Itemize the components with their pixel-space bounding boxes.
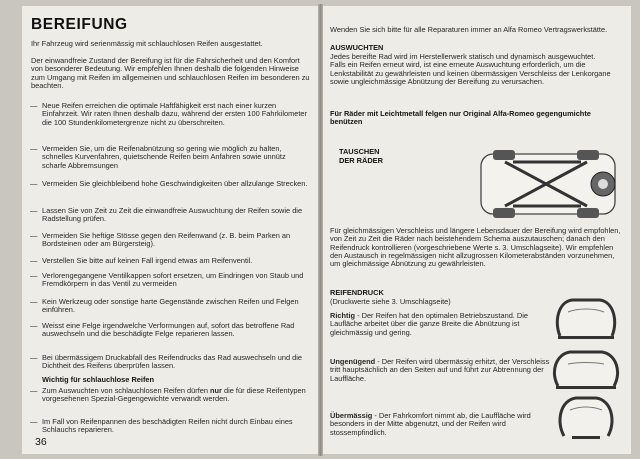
wheel-rotation-diagram (473, 148, 623, 220)
page-number: 36 (35, 436, 47, 448)
wheel-rear-right (577, 208, 599, 218)
right-page (323, 6, 631, 454)
light-metal-note: Für Räder mit Leichtmetall felgen nur Original Alfa-Romeo gegengumichte benützen (330, 109, 591, 127)
intro-paragraph-2: Der einwandfreie Zustand der Bereifung ist für die Fahrsicherheit und den Komfort von besonderer Bedeutung. Wir empfehlen Ihnen deshalb die folgenden Hinweise zum Umgang mit Reifen im allgemeinen und schlauchlosen Reifen im besonderen zu beachten. (31, 56, 310, 90)
list-item: — Lassen Sie von Zeit zu Zeit die einwandfreie Auswuchtung der Reifen sowie die Radstellung prüfen. (30, 206, 303, 224)
repair-note: Wenden Sie sich bitte für alle Reparaturen immer an Alfa Romeo Vertragswerkstätte. (330, 25, 608, 34)
tubeless-item-1: — Zum Auswuchten von schlauchlosen Reifen dürfen nur die für diese Reifentypen vorgesehenen Spezial-Gegengewichte verwandt werden. (30, 386, 306, 404)
pressure-insufficient: Ungenügend - Der Reifen wird übermässig erhitzt, der Verschleiss tritt hauptsächlich an den Seiten auf und führt zur Abtrennung der Lauffläche. (330, 357, 550, 383)
pressure-correct: Richtig - Der Reifen hat den optimalen Betriebszustand. Die Laufläche arbeitet über die ganze Breite die Abnützung ist gleichmässig und gering. (330, 311, 528, 337)
pressure-heading: REIFENDRUCK (330, 288, 384, 297)
emphasis-only: nur (210, 386, 222, 395)
list-item: — Bei übermässigem Druckabfall des Reifendrucks das Rad auswechseln und die Dichtheit des Reifens überprüfen lassen. (30, 353, 303, 371)
list-item: — Vermeiden Sie heftige Stösse gegen den Reifenwand (z. B. beim Parken an Bordsteinen oder am Bürgersteig). (30, 231, 291, 249)
pressure-excessive: Übermässig - Der Fahrkomfort nimmt ab, die Lauffläche wird besonders in der Mitte abgenutzt, und der Reifen wird stossempfindlich. (330, 411, 531, 437)
wheel-front-right (493, 208, 515, 218)
list-item: — Verlorengegangene Ventilkappen sofort ersetzen, um Eindringen von Staub und Fremdkörpern in das Ventil zu vermeiden (30, 271, 304, 289)
balancing-heading: AUSWUCHTEN (330, 43, 384, 52)
tubeless-item-2: — Im Fall von Reifenpannen des beschädigten Reifen nicht durch Einbau eines Schlauchs reparieren. (30, 417, 293, 435)
intro-paragraph-1: Ihr Fahrzeug wird serienmässig mit schlauchlosen Reifen ausgestattet. (31, 39, 263, 48)
pressure-subheading: (Druckwerte siehe 3. Umschlagseite) (330, 297, 451, 306)
list-item: — Neue Reifen erreichen die optimale Haftfähigkeit erst nach einer kurzen Einfahrzeit. Wir raten Ihnen deshalb dazu, während der ersten 100 Fahrkilometer die 100 Stundenkilometergrenze nicht zu überschreiten. (30, 101, 307, 127)
tubeless-heading: Wichtig für schlauchlose Reifen (42, 375, 155, 384)
rotation-heading: TAUSCHEN DER RÄDER (339, 147, 383, 165)
list-item: — Weisst eine Felge irgendwelche Verformungen auf, sofort das betroffene Rad auswechseln und die beschädigte Felge reparieren lassen. (30, 321, 295, 339)
rotation-paragraph: Für gleichmässigen Verschleiss und längere Lebensdauer der Bereifung wird empfohlen, von Zeit zu Zeit die Räder nach beistehendem Schema auszutauschen; danach den Reifendruck kontrollieren (vorgeschriebene Werte s. 3. Umschlagseite). Wir empfehlen den Austausch in regelmässigen nicht allzugrossen Kilometerabständen vorzunehmen, um gleichmässige Abnützung zu gewährleisten. (330, 226, 621, 268)
wheel-rear-left (577, 150, 599, 160)
list-item: — Verstellen Sie bitte auf keinen Fall irgend etwas am Reifenventil. (30, 256, 253, 265)
list-item: — Vermeiden Sie, um die Reifenabnützung so gering wie möglich zu halten, schnelles Kurvenfahren, quietschende Reifen beim Anfahren sowie unnütz scharfe Abbremsungen (30, 144, 286, 170)
tire-insufficient-illustration (550, 342, 622, 394)
wheel-front-left (493, 150, 515, 160)
list-item: — Vermeiden Sie gleichbleibend hohe Geschwindigkeiten über allzulange Strecken. (30, 179, 308, 188)
left-page (22, 6, 318, 454)
list-item: — Kein Werkzeug oder sonstige harte Gegenstände zwischen Reifen und Felgen einführen. (30, 297, 299, 315)
page-title: BEREIFUNG (31, 16, 128, 33)
balancing-paragraph: Jedes bereifte Rad wird im Herstellerwerk statisch und dynamisch ausgewuchtet. Falls ein Reifen erneut wird, ist eine erneute Auswuchtung erforderlich, um die Lenkstabilität zu gewährleisten und keinen übermässigen Verschleiss der Lenkorgane sowie ungleichmässige Abnützung der Bereifung zu verursachen. (330, 52, 611, 86)
tire-correct-illustration (550, 292, 622, 344)
tire-excessive-illustration (550, 392, 622, 444)
